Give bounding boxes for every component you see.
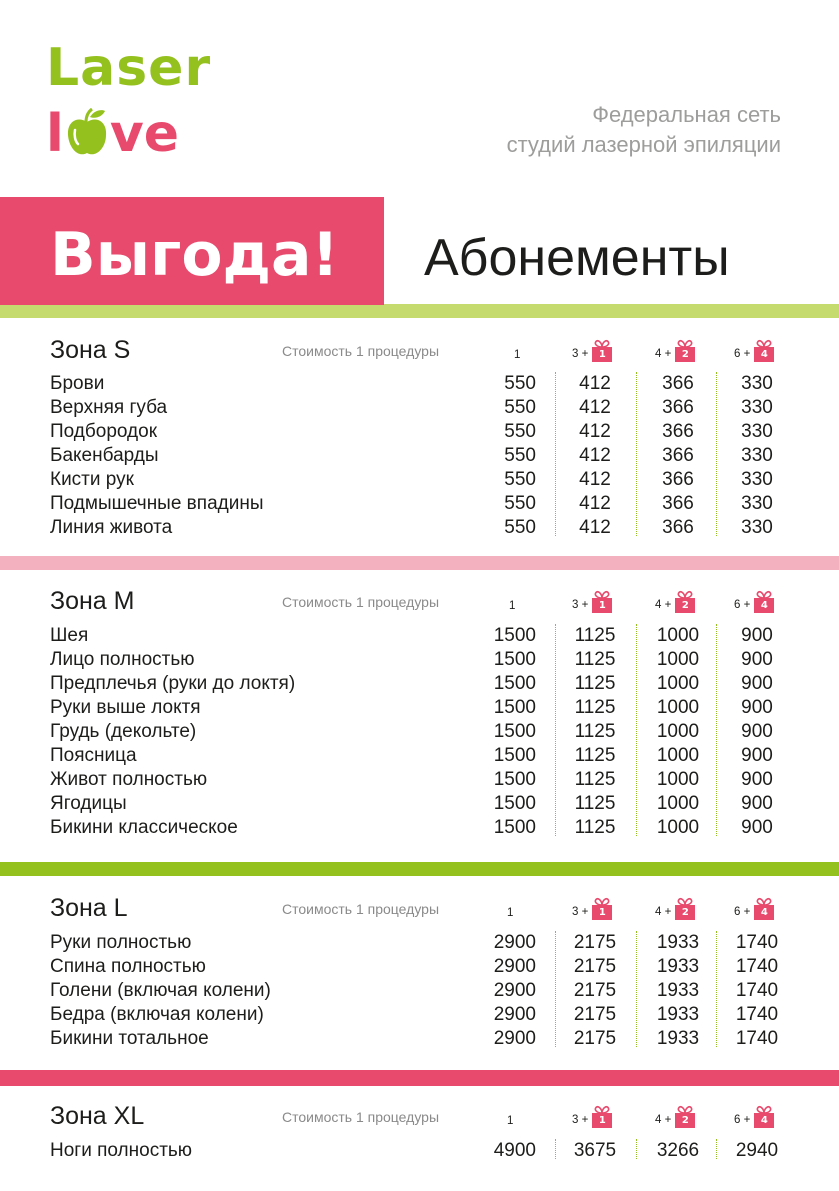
price-value: 1933 (656, 1028, 700, 1049)
table-row (0, 792, 839, 816)
gift-icon (674, 339, 696, 363)
column-header (572, 1103, 613, 1129)
service-name: Бакенбарды (50, 445, 159, 466)
price-value: 1500 (493, 769, 536, 790)
table-row (0, 444, 839, 468)
price-value: 2175 (573, 956, 617, 977)
price-value: 1000 (656, 721, 700, 742)
zone-title: Зона M (50, 587, 135, 615)
price-value: 2175 (573, 1028, 617, 1049)
gift-icon (591, 1105, 613, 1129)
tagline-line1: Федеральная сеть (592, 102, 781, 127)
column-header (655, 588, 696, 614)
service-name: Руки полностью (50, 932, 192, 953)
column-header (734, 588, 775, 614)
gift-icon (753, 339, 775, 363)
price-value: 3266 (656, 1140, 700, 1161)
gift-bonus-count: 1 (598, 907, 606, 918)
table-row (0, 396, 839, 420)
price-value: 1125 (574, 673, 616, 694)
price-value: 1933 (656, 956, 700, 977)
price-value: 2900 (493, 1028, 536, 1049)
price-value: 900 (741, 721, 773, 742)
gift-bonus-count: 2 (681, 600, 689, 611)
table-row (0, 696, 839, 720)
table-row (0, 979, 839, 1003)
column-count: 6 + (734, 348, 751, 360)
price-value: 412 (579, 493, 611, 514)
price-value: 900 (741, 673, 773, 694)
price-value: 1500 (493, 745, 536, 766)
table-row (0, 468, 839, 492)
price-value: 330 (741, 469, 773, 490)
price-value: 412 (579, 469, 611, 490)
column-count: 3 + (572, 906, 589, 918)
price-value: 550 (504, 397, 536, 418)
price-value: 330 (741, 493, 773, 514)
table-row (0, 624, 839, 648)
service-name: Ягодицы (50, 793, 127, 814)
tagline (507, 100, 781, 160)
service-name: Бикини тотальное (50, 1028, 209, 1049)
price-value: 2900 (493, 980, 536, 1001)
table-row (0, 516, 839, 540)
column-count: 6 + (734, 599, 751, 611)
table-row (0, 768, 839, 792)
column-header (734, 1103, 775, 1129)
price-value: 550 (504, 469, 536, 490)
cost-label: Стоимость 1 процедуры (282, 343, 440, 359)
gift-icon (591, 590, 613, 614)
column-divider (555, 931, 556, 1047)
price-value: 366 (662, 469, 694, 490)
promo-text: Выгода! (50, 220, 339, 290)
price-value: 1125 (574, 769, 616, 790)
column-count: 4 + (655, 906, 672, 918)
table-row (0, 744, 839, 768)
zone-title: Зона L (50, 894, 128, 922)
column-header (655, 337, 696, 363)
service-name: Голени (включая колени) (50, 980, 271, 1001)
price-value: 1125 (574, 745, 616, 766)
price-value: 1000 (656, 625, 700, 646)
gift-bonus-count: 1 (598, 600, 606, 611)
service-name: Руки выше локтя (50, 697, 201, 718)
service-name: Бедра (включая колени) (50, 1004, 264, 1025)
gift-bonus-count: 2 (681, 907, 689, 918)
price-value: 366 (662, 493, 694, 514)
column-header (572, 895, 613, 921)
price-value: 1500 (493, 721, 536, 742)
column-count: 4 + (655, 348, 672, 360)
column-count: 4 + (655, 1114, 672, 1126)
column-count: 3 + (572, 1114, 589, 1126)
column-count: 1 (507, 907, 514, 919)
price-value: 1500 (493, 817, 536, 838)
price-value: 412 (579, 373, 611, 394)
price-value: 1125 (574, 625, 616, 646)
price-value: 1125 (574, 721, 616, 742)
price-value: 366 (662, 517, 694, 538)
price-value: 412 (579, 517, 611, 538)
price-value: 1000 (656, 697, 700, 718)
price-value: 1000 (656, 649, 700, 670)
column-divider (716, 372, 717, 536)
column-divider (636, 624, 637, 836)
price-value: 900 (741, 793, 773, 814)
price-value: 412 (579, 397, 611, 418)
price-value: 1740 (735, 1028, 779, 1049)
price-value: 330 (741, 445, 773, 466)
price-value: 1933 (656, 1004, 700, 1025)
price-value: 1933 (656, 980, 700, 1001)
service-name: Ноги полностью (50, 1140, 193, 1161)
price-value: 550 (504, 421, 536, 442)
price-value: 550 (504, 517, 536, 538)
price-value: 330 (741, 421, 773, 442)
logo-text-love (46, 104, 179, 164)
price-value: 1125 (574, 793, 616, 814)
service-name: Грудь (декольте) (50, 721, 197, 742)
table-row (0, 1027, 839, 1051)
column-header (655, 895, 696, 921)
price-value: 1500 (493, 625, 536, 646)
logo-letters-ve: ve (109, 104, 179, 164)
column-divider (555, 624, 556, 836)
column-divider (636, 1139, 637, 1159)
column-header (734, 337, 775, 363)
service-name: Спина полностью (50, 956, 206, 977)
column-divider (555, 372, 556, 536)
service-name: Бикини классическое (50, 817, 238, 838)
green-band-top (0, 304, 839, 318)
zone-title: Зона XL (50, 1102, 145, 1130)
price-value: 1000 (656, 673, 700, 694)
gift-icon (753, 897, 775, 921)
price-value: 550 (504, 373, 536, 394)
table-row (0, 1139, 839, 1163)
price-rows (0, 624, 839, 840)
column-count: 4 + (655, 599, 672, 611)
price-value: 1000 (656, 769, 700, 790)
price-value: 1000 (656, 745, 700, 766)
price-value: 1125 (574, 697, 616, 718)
price-value: 1740 (735, 932, 779, 953)
column-divider (555, 1139, 556, 1159)
cost-label: Стоимость 1 процедуры (282, 594, 440, 610)
price-rows (0, 372, 839, 540)
gift-icon (674, 1105, 696, 1129)
column-count: 3 + (572, 348, 589, 360)
column-count: 3 + (572, 599, 589, 611)
gift-bonus-count: 4 (760, 1115, 768, 1126)
gift-bonus-count: 4 (760, 907, 768, 918)
price-rows (0, 931, 839, 1051)
price-value: 1000 (656, 793, 700, 814)
service-name: Лицо полностью (50, 649, 195, 670)
column-header (572, 588, 613, 614)
gift-bonus-count: 4 (760, 600, 768, 611)
price-value: 2175 (573, 932, 617, 953)
price-value: 1500 (493, 793, 536, 814)
table-row (0, 720, 839, 744)
service-name: Шея (50, 625, 89, 646)
price-value: 366 (662, 421, 694, 442)
gift-bonus-count: 1 (598, 1115, 606, 1126)
column-header (655, 1103, 696, 1129)
page-title: Абонементы (424, 229, 730, 287)
price-value: 1740 (735, 1004, 779, 1025)
price-value: 2940 (735, 1140, 779, 1161)
column-header (734, 895, 775, 921)
column-header (514, 337, 520, 363)
gift-bonus-count: 4 (760, 349, 768, 360)
price-value: 1740 (735, 956, 779, 977)
price-value: 900 (741, 625, 773, 646)
service-name: Кисти рук (50, 469, 134, 490)
service-name: Верхняя губа (50, 397, 168, 418)
column-count: 6 + (734, 1114, 751, 1126)
price-value: 1125 (574, 649, 616, 670)
separator-green (0, 862, 839, 876)
price-value: 330 (741, 517, 773, 538)
price-value: 412 (579, 445, 611, 466)
price-value: 900 (741, 745, 773, 766)
table-row (0, 1003, 839, 1027)
price-value: 2900 (493, 956, 536, 977)
price-value: 900 (741, 817, 773, 838)
gift-icon (674, 590, 696, 614)
price-value: 2175 (573, 980, 617, 1001)
column-header (572, 337, 613, 363)
column-header (507, 1103, 513, 1129)
price-value: 1740 (735, 980, 779, 1001)
table-row (0, 492, 839, 516)
price-value: 1500 (493, 697, 536, 718)
logo-letter-l: l (46, 104, 64, 164)
price-value: 2175 (573, 1004, 617, 1025)
table-row (0, 372, 839, 396)
price-value: 550 (504, 445, 536, 466)
price-value: 366 (662, 445, 694, 466)
price-value: 900 (741, 649, 773, 670)
apple-icon (64, 104, 110, 164)
column-divider (636, 372, 637, 536)
table-row (0, 672, 839, 696)
price-value: 550 (504, 493, 536, 514)
gift-icon (674, 897, 696, 921)
gift-icon (591, 339, 613, 363)
price-value: 366 (662, 397, 694, 418)
gift-icon (591, 897, 613, 921)
cost-label: Стоимость 1 процедуры (282, 1109, 440, 1125)
gift-icon (753, 590, 775, 614)
table-row (0, 420, 839, 444)
price-value: 900 (741, 697, 773, 718)
price-value: 1933 (656, 932, 700, 953)
separator-pink-light (0, 556, 839, 570)
column-count: 6 + (734, 906, 751, 918)
price-value: 1000 (656, 817, 700, 838)
table-row (0, 931, 839, 955)
logo-text-laser: Laser (46, 38, 212, 98)
column-divider (636, 931, 637, 1047)
column-divider (716, 624, 717, 836)
price-value: 330 (741, 397, 773, 418)
price-rows (0, 1139, 839, 1163)
zone-title: Зона S (50, 336, 131, 364)
service-name: Подбородок (50, 421, 158, 442)
price-value: 366 (662, 373, 694, 394)
price-value: 900 (741, 769, 773, 790)
price-value: 412 (579, 421, 611, 442)
cost-label: Стоимость 1 процедуры (282, 901, 440, 917)
tagline-line2: студий лазерной эпиляции (506, 132, 781, 157)
column-count: 1 (509, 600, 516, 612)
service-name: Поясница (50, 745, 137, 766)
column-count: 1 (514, 349, 521, 361)
column-count: 1 (507, 1115, 514, 1127)
price-value: 4900 (493, 1140, 536, 1161)
service-name: Предплечья (руки до локтя) (50, 673, 296, 694)
table-row (0, 816, 839, 840)
price-value: 1125 (574, 817, 616, 838)
gift-icon (753, 1105, 775, 1129)
price-value: 2900 (493, 932, 536, 953)
gift-bonus-count: 2 (681, 1115, 689, 1126)
service-name: Подмышечные впадины (50, 493, 264, 514)
column-header (507, 895, 513, 921)
table-row (0, 648, 839, 672)
price-value: 1500 (493, 673, 536, 694)
service-name: Живот полностью (50, 769, 208, 790)
gift-bonus-count: 1 (598, 349, 606, 360)
column-divider (716, 1139, 717, 1159)
price-value: 1500 (493, 649, 536, 670)
service-name: Брови (50, 373, 105, 394)
table-row (0, 955, 839, 979)
price-value: 2900 (493, 1004, 536, 1025)
separator-pink (0, 1070, 839, 1086)
price-value: 3675 (573, 1140, 617, 1161)
service-name: Линия живота (50, 517, 173, 538)
column-divider (716, 931, 717, 1047)
column-header (509, 588, 515, 614)
price-value: 330 (741, 373, 773, 394)
gift-bonus-count: 2 (681, 349, 689, 360)
